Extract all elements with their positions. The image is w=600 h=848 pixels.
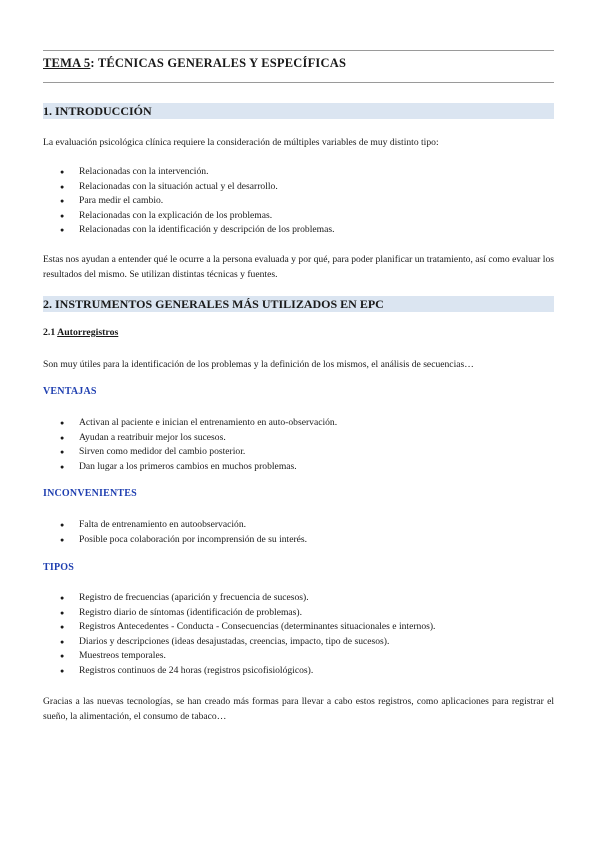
list-item: ● Para medir el cambio. [60,194,334,209]
intro-paragraph: La evaluación psicológica clínica requiere la consideración de múltiples variables de muy distinto tipo: [43,137,439,148]
section-heading-intro: 1. INTRODUCCIÓN [43,103,554,119]
list-item: ● Posible poca colaboración por incomprensión de su interés. [60,533,307,548]
autorregistros-paragraph: Son muy útiles para la identificación de los problemas y la definición de los mismos, el análisis de secuencias… [43,359,474,370]
subsection-number: 2.1 [43,327,58,338]
list-item: ● Ayudan a reatribuir mejor los sucesos. [60,431,337,446]
inconvenientes-list [60,518,307,547]
subsection-title: Autorregistros [57,327,119,338]
ventajas-label: VENTAJAS [43,386,97,397]
inconvenientes-label: INCONVENIENTES [43,488,137,499]
top-rule [43,50,554,51]
list-item: ● Dan lugar a los primeros cambios en muchos problemas. [60,460,337,475]
page-title [43,56,346,71]
list-item: ● Registros continuos de 24 horas (registros psicofisiológicos). [60,664,435,679]
tipos-list [60,591,435,678]
section-heading-instruments: 2. INSTRUMENTOS GENERALES MÁS UTILIZADOS EN EPC [43,296,554,312]
list-item: ● Relacionadas con la situación actual y el desarrollo. [60,180,334,195]
list-item: ● Relacionadas con la intervención. [60,165,334,180]
list-item: ● Registro de frecuencias (aparición y frecuencia de sucesos). [60,591,435,606]
ventajas-list [60,416,337,474]
title-prefix: TEMA 5 [43,56,91,70]
list-item: ● Activan al paciente e inician el entrenamiento en auto-observación. [60,416,337,431]
list-item: ● Relacionadas con la identificación y descripción de los problemas. [60,223,334,238]
list-item: ● Falta de entrenamiento en autoobservación. [60,518,307,533]
list-item: ● Diarios y descripciones (ideas desajustadas, creencias, impacto, tipo de sucesos). [60,635,435,650]
list-item: ● Muestreos temporales. [60,649,435,664]
intro-closing-paragraph: Estas nos ayudan a entender qué le ocurre a la persona evaluada y por qué, para poder planificar un tratamiento, así como evaluar los resultados del mismo. Se utilizan distintas técnicas y fuentes. [43,254,554,280]
intro-list [60,165,334,238]
list-item: ● Registro diario de síntomas (identificación de problemas). [60,606,435,621]
title-bottom-rule [43,82,554,83]
list-item: ● Relacionadas con la explicación de los problemas. [60,209,334,224]
subsection-heading [43,327,118,338]
title-rest: : TÉCNICAS GENERALES Y ESPECÍFICAS [90,56,347,70]
list-item: ● Registros Antecedentes - Conducta - Consecuencias (determinantes situacionales e internos). [60,620,435,635]
closing-paragraph: Gracias a las nuevas tecnologías, se han creado más formas para llevar a cabo estos registros, como aplicaciones para registrar el sueño, la alimentación, el consumo de tabaco… [43,696,554,722]
list-item: ● Sirven como medidor del cambio posterior. [60,445,337,460]
tipos-label: TIPOS [43,562,75,573]
